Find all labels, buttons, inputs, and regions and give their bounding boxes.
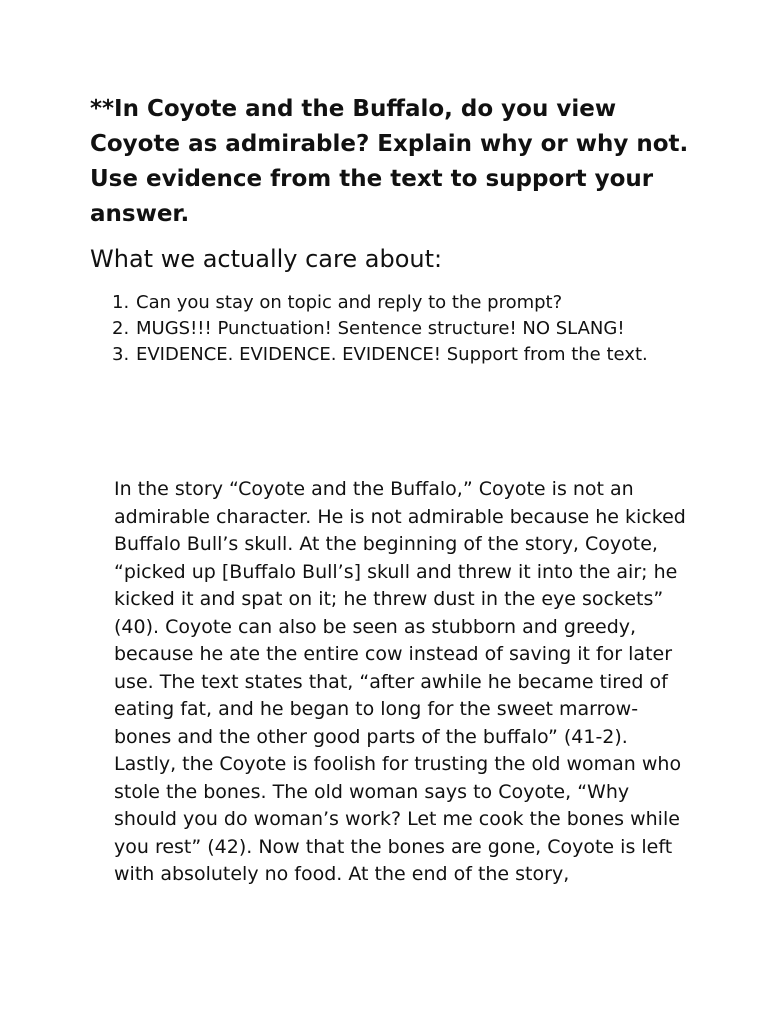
- checklist-item-number: 1.: [112, 292, 130, 313]
- grading-checklist: [90, 290, 670, 368]
- checklist-item: [90, 290, 670, 316]
- checklist-item-number: 3.: [112, 344, 130, 365]
- essay-prompt: **In Coyote and the Buffalo, do you view Coyote as admirable? Explain why or why not. Use evidence from the text to support your answer.: [90, 96, 689, 227]
- checklist-item: [90, 316, 670, 342]
- checklist-item-text: MUGS!!! Punctuation! Sentence structure! NO SLANG!: [136, 318, 625, 339]
- sample-essay-paragraph: In the story “Coyote and the Buffalo,” Coyote is not an admirable character. He is not admirable because he kicked Buffalo Bull’s skull. At the beginning of the story, Coyote, “picked up [Buffalo Bull’s] skull and threw it into the air; he kicked it and spat on it; he threw dust in the eye sockets” (40). Coyote can also be seen as stubborn and greedy, because he ate the entire cow instead of saving it for later use. The text states that, “after awhile he became tired of eating fat, and he began to long for the sweet marrow-bones and the other good parts of the buffalo” (41-2). Lastly, the Coyote is foolish for trusting the old woman who stole the bones. The old woman says to Coyote, “Why should you do woman’s work? Let me cook the bones while you rest” (42). Now that the bones are gone, Coyote is left with absolutely no food. At the end of the story,: [114, 478, 686, 885]
- checklist-item-text: Can you stay on topic and reply to the prompt?: [136, 292, 563, 313]
- checklist-item-text: EVIDENCE. EVIDENCE. EVIDENCE! Support from the text.: [136, 344, 648, 365]
- checklist-heading: What we actually care about:: [90, 245, 443, 273]
- checklist-item-number: 2.: [112, 318, 130, 339]
- checklist-item: [90, 342, 670, 368]
